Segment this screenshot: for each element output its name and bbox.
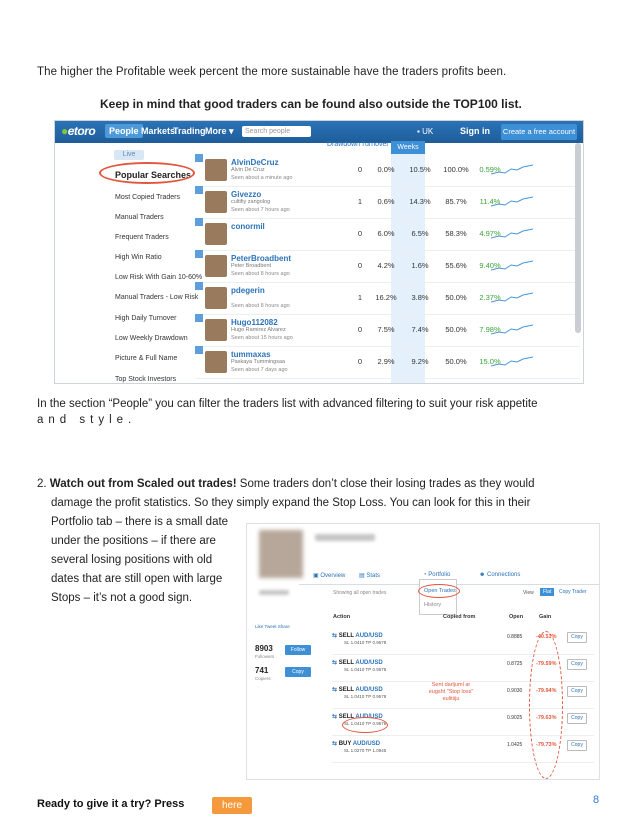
- cell-c5: 4.97%: [479, 229, 501, 238]
- sparkline: [491, 258, 533, 274]
- cell-c5: 15.0%: [479, 357, 501, 366]
- sparkline: [491, 354, 533, 370]
- nav-trading[interactable]: Trading: [173, 126, 206, 136]
- dd-history[interactable]: History: [424, 602, 442, 608]
- sparkline: [491, 194, 533, 210]
- trade-open: 0.9030: [507, 688, 523, 694]
- tab-connections[interactable]: ☻ Connections: [479, 572, 521, 578]
- trader-row[interactable]: [195, 154, 580, 187]
- trader-name[interactable]: conormil: [231, 222, 265, 231]
- list-item-2: 2. Watch out from Scaled out trades! Some traders don’t close their losing trades as they would: [37, 478, 535, 490]
- tab-stats[interactable]: ▤ Stats: [359, 573, 381, 579]
- trader-name[interactable]: Hugo112082: [231, 318, 278, 327]
- trader-last-seen: Seen about 8 hours ago: [231, 303, 290, 309]
- avatar[interactable]: [205, 191, 227, 213]
- copy-trade-button[interactable]: Copy: [567, 632, 587, 643]
- scrollbar[interactable]: [575, 143, 581, 333]
- trader-row[interactable]: [195, 250, 580, 283]
- trader-last-seen: Seen about 8 hours ago: [231, 271, 290, 277]
- currency-icon: ⇆: [332, 741, 339, 747]
- trade-gain: -79.63%: [536, 715, 557, 721]
- rank-badge: [195, 218, 203, 226]
- cell-c3: 6.5%: [411, 229, 429, 238]
- etoro-people-screenshot: [54, 120, 584, 384]
- cell-c2: 0.6%: [377, 197, 395, 206]
- rank-badge: [195, 346, 203, 354]
- cell-c4: 50.0%: [445, 293, 467, 302]
- trader-last-seen: Seen about a minute ago: [231, 175, 293, 181]
- nav-markets[interactable]: Markets: [141, 126, 176, 136]
- cell-c4: 50.0%: [445, 357, 467, 366]
- sidebar-item[interactable]: Low Weekly Drawdown: [115, 335, 188, 342]
- nav-people[interactable]: People: [105, 124, 143, 138]
- trade-action[interactable]: ⇆ SELL AUD/USD: [332, 633, 383, 639]
- col-turnover[interactable]: Turnover: [361, 141, 389, 148]
- followers-count: 8903: [255, 644, 273, 653]
- page-number: 8: [593, 794, 600, 806]
- cell-c3: 7.4%: [411, 325, 429, 334]
- search-input[interactable]: Search people: [242, 126, 311, 137]
- trader-name[interactable]: pdegerin: [231, 286, 265, 295]
- trader-last-seen: Seen about 7 hours ago: [231, 207, 290, 213]
- sidebar-item[interactable]: Frequent Traders: [115, 234, 169, 241]
- etoro-logo: ●etoro: [61, 124, 96, 138]
- trader-name[interactable]: tummaxas: [231, 350, 271, 359]
- side-paragraph: Portfolio tab – there is a small date under the positions – if there are several losing positions with old dates that are still open with large Stops – it’s not a good sign.: [51, 516, 229, 604]
- trade-gain: -79.73%: [536, 742, 557, 748]
- intro-paragraph: The higher the Profitable week percent the more sustainable have the traders profits been.: [37, 66, 507, 78]
- overview-icon: ▣: [313, 573, 321, 579]
- trader-fullname: Paskaya Tummingsaa: [231, 359, 286, 365]
- trader-fullname: Hugo Ramirez Alvarez: [231, 327, 286, 333]
- sidebar-item[interactable]: Top Stock Investors: [115, 376, 177, 383]
- trade-sl-tp: SL 1.0410 TP 0.9578: [344, 721, 387, 726]
- cell-c3: 14.3%: [409, 197, 431, 206]
- highlight-circle: [418, 584, 460, 598]
- trade-action[interactable]: ⇆ SELL AUD/USD: [332, 660, 383, 666]
- cell-c3: 1.6%: [411, 261, 429, 270]
- sidebar-popular-searches[interactable]: Popular Searches: [115, 170, 192, 180]
- cell-c5: 2.37%: [479, 293, 501, 302]
- view-copy-trader[interactable]: Copy Trader: [559, 589, 587, 595]
- gain-highlight-oval: [529, 631, 563, 779]
- trade-sl-tp: SL 1.0410 TP 0.9578: [344, 667, 387, 672]
- trader-row[interactable]: [195, 346, 580, 379]
- cell-c1: 1: [357, 293, 363, 302]
- cell-c5: 7.98%: [479, 325, 501, 334]
- section-paragraph: In the section “People” you can filter the traders list with advanced filtering to suit your risk appetite: [37, 398, 538, 410]
- footer-cta-text: Ready to give it a try? Press: [37, 798, 185, 810]
- cell-c1: 0: [357, 165, 363, 174]
- sparkline: [491, 226, 533, 242]
- cell-c2: 2.9%: [377, 357, 395, 366]
- trade-open: 0.9025: [507, 715, 523, 721]
- rank-badge: [195, 314, 203, 322]
- view-label: View: [523, 590, 534, 596]
- live-tab[interactable]: Live: [114, 150, 144, 160]
- list-item-2-cont: damage the profit statistics. So they simply expand the Stop Loss. You can look for this in their: [51, 497, 531, 509]
- cell-c4: 85.7%: [445, 197, 467, 206]
- blurred-username: [259, 590, 289, 595]
- flag-icon: ▪: [417, 127, 423, 136]
- copiers-count: 741: [255, 666, 269, 675]
- sidebar-item[interactable]: Manual Traders - Low Risk: [115, 294, 199, 301]
- bold-note: Keep in mind that good traders can be found also outside the TOP100 list.: [100, 97, 522, 111]
- cell-c5: 11.4%: [479, 197, 501, 206]
- trader-fullname: Alvin De Cruz: [231, 167, 265, 173]
- highlight-circle: [99, 162, 195, 184]
- trade-open: 0.8885: [507, 634, 523, 640]
- cell-c4: 100.0%: [443, 165, 469, 174]
- trader-row[interactable]: [195, 218, 580, 251]
- cell-c2: 0.0%: [377, 165, 395, 174]
- cell-c4: 55.6%: [445, 261, 467, 270]
- tab-portfolio[interactable]: ◔ Portfolio: [423, 572, 451, 578]
- copy-trade-button[interactable]: Copy: [567, 740, 587, 751]
- portfolio-screenshot: [246, 523, 600, 780]
- trader-row[interactable]: [195, 282, 580, 315]
- tab-overview[interactable]: ▣ Overview: [313, 573, 346, 579]
- avatar[interactable]: [205, 223, 227, 245]
- trade-sl-tp: SL 1.0270 TP 1.0945: [344, 748, 387, 753]
- trade-gain: -79.59%: [536, 661, 557, 667]
- cell-c3: 3.8%: [411, 293, 429, 302]
- locale-selector[interactable]: ▪ UK: [417, 127, 434, 136]
- followers-label: Followers: [255, 654, 275, 659]
- follow-button[interactable]: Follow: [285, 645, 311, 655]
- rank-badge: [195, 282, 203, 290]
- col-drawdown[interactable]: Drawdown: [327, 141, 361, 148]
- trade-action[interactable]: ⇆ SELL AUD/USD: [332, 687, 383, 693]
- trade-action[interactable]: ⇆ SELL AUD/USD: [332, 714, 383, 720]
- trader-last-seen: Seen about 7 days ago: [231, 367, 288, 373]
- cell-c2: 16.2%: [375, 293, 397, 302]
- here-button[interactable]: here: [212, 797, 252, 814]
- sidebar-item[interactable]: High Win Ratio: [115, 254, 162, 261]
- nav-more[interactable]: More ▾: [205, 126, 234, 136]
- cell-c3: 10.5%: [409, 165, 431, 174]
- filter-text: Showing all open trades: [333, 590, 387, 596]
- sidebar-item[interactable]: Low Risk With Gain 10-60%: [115, 274, 203, 281]
- cell-c4: 58.3%: [445, 229, 467, 238]
- rank-badge: [195, 154, 203, 162]
- profile-photo: [259, 530, 303, 578]
- social-buttons[interactable]: Like Tweet Share: [255, 624, 290, 629]
- copy-button[interactable]: Copy: [285, 667, 311, 677]
- trader-last-seen: Seen about 15 hours ago: [231, 335, 293, 341]
- cell-c1: 0: [357, 357, 363, 366]
- cell-c1: 1: [357, 197, 363, 206]
- top-nav-bar: [55, 121, 583, 143]
- trade-sl-tp: SL 1.0410 TP 0.9578: [344, 640, 387, 645]
- dd-open-trades[interactable]: Open Trades: [424, 588, 456, 594]
- th-copied-from: Copied from: [443, 614, 476, 620]
- pie-icon: ◔: [423, 572, 429, 578]
- stoploss-highlight-oval: [342, 717, 388, 733]
- sign-in-link[interactable]: Sign in: [460, 126, 490, 136]
- avatar[interactable]: [205, 159, 227, 181]
- col-weeks[interactable]: Weeks: [391, 141, 425, 154]
- stats-icon: ▤: [359, 573, 367, 579]
- trade-open: 0.8725: [507, 661, 523, 667]
- cell-c2: 6.0%: [377, 229, 395, 238]
- th-action: Action: [333, 614, 351, 620]
- currency-icon: ⇆: [332, 660, 339, 666]
- cell-c1: 0: [357, 325, 363, 334]
- trade-open: 1.0425: [507, 742, 523, 748]
- sidebar-item[interactable]: High Daily Turnover: [115, 315, 177, 322]
- avatar[interactable]: [205, 319, 227, 341]
- annotation-note: Sent darljuml ar eugsht "Stop loss" eulitiiju: [428, 682, 474, 702]
- avatar[interactable]: [205, 351, 227, 373]
- copy-trade-button[interactable]: Copy: [567, 686, 587, 697]
- cell-c4: 50.0%: [445, 325, 467, 334]
- copy-trade-button[interactable]: Copy: [567, 659, 587, 670]
- th-gain: Gain: [539, 614, 552, 620]
- trade-action[interactable]: ⇆ BUY AUD/USD: [332, 741, 381, 747]
- sparkline: [491, 162, 533, 178]
- trader-name[interactable]: Givezzo: [231, 190, 262, 199]
- people-icon: ☻: [479, 572, 487, 578]
- rank-badge: [195, 250, 203, 258]
- blurred-name: [315, 534, 375, 541]
- sidebar-item[interactable]: Manual Traders: [115, 214, 164, 221]
- rank-badge: [195, 186, 203, 194]
- trader-fullname: Peter Broadbent: [231, 263, 272, 269]
- section-paragraph-end: and style.: [37, 414, 137, 426]
- trader-row[interactable]: [195, 186, 580, 219]
- avatar[interactable]: [205, 255, 227, 277]
- sparkline: [491, 290, 533, 306]
- cell-c5: 9.40%: [479, 261, 501, 270]
- view-flat[interactable]: Flat: [540, 588, 554, 596]
- sidebar-item[interactable]: Picture & Full Name: [115, 355, 178, 362]
- currency-icon: ⇆: [332, 687, 339, 693]
- copy-trade-button[interactable]: Copy: [567, 713, 587, 724]
- cell-c1: 0: [357, 261, 363, 270]
- trade-sl-tp: SL 1.0410 TP 0.9578: [344, 694, 387, 699]
- th-open: Open: [509, 614, 524, 620]
- create-account-button[interactable]: Create a free account: [501, 124, 577, 140]
- currency-icon: ⇆: [332, 714, 339, 720]
- cell-c5: 0.59%: [479, 165, 501, 174]
- currency-icon: ⇆: [332, 633, 339, 639]
- sparkline: [491, 322, 533, 338]
- avatar[interactable]: [205, 287, 227, 309]
- cell-c2: 7.5%: [377, 325, 395, 334]
- trader-row[interactable]: [195, 314, 580, 347]
- copiers-label: Copiers: [255, 676, 271, 681]
- trade-gain: -79.94%: [536, 688, 557, 694]
- cell-c3: 9.2%: [411, 357, 429, 366]
- cell-c2: 4.2%: [377, 261, 395, 270]
- trader-name[interactable]: AlvinDeCruz: [231, 158, 279, 167]
- trade-gain: -40.51%: [536, 634, 557, 640]
- sidebar-item[interactable]: Most Copied Traders: [115, 194, 180, 201]
- trader-fullname: cultifiy zangolog: [231, 199, 271, 205]
- trader-name[interactable]: PeterBroadbent: [231, 254, 292, 263]
- cell-c1: 0: [357, 229, 363, 238]
